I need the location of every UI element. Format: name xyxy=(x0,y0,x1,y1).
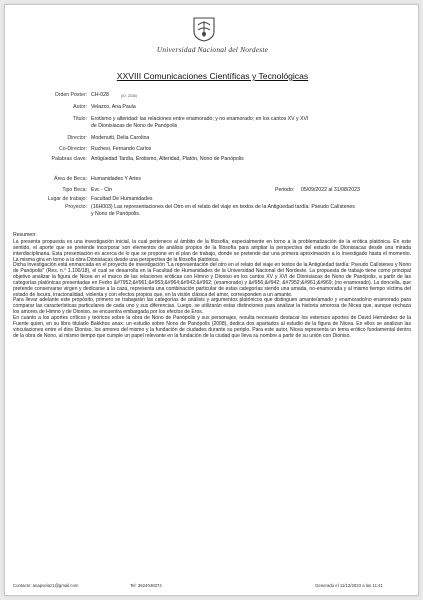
footer-contacto: Contacto: anapvelaz1@gmail.com xyxy=(13,583,79,588)
document-title: XXVIII Comunicaciones Científicas y Tecnológicas xyxy=(116,71,309,81)
label-proyecto: Proyecto: xyxy=(65,204,87,210)
value-director: Modenutti, Delia Carolina xyxy=(91,135,150,141)
value-autor: Velazco, Ana Paula xyxy=(91,104,136,110)
resumen-paragraph: En cuanto a los aportes críticos y teóricos sobre la obra de Nono de Panópolis y sus personajes, resulta necesario destacar los extensos aportes de David Hernández de la Fuente quien, en su libro titulado Bakkhos anax: un estudio sobre Nono de Panópolis (2008), dedica dos apartados al estudio de la figura de Nicea. En ellos se analizan las vinculaciones entre el dios Dioniso, los amores del mismo y la fundación de ciudades durante su periplo. Para este autor, Nicea representa un tema erótico fundamental dentro de la obra de Nono, al mismo tiempo que cumple un papel relevante en la fundación de la ciudad que lleva su nombre a partir de su unión con Dioniso. xyxy=(13,314,411,339)
footer-generado: Generado el 11/12/2023 a las 11:41 xyxy=(315,583,383,588)
label-tipo-beca: Tipo Beca: xyxy=(62,187,87,193)
label-periodo: Periodo: xyxy=(275,187,295,193)
resumen-paragraph: Dicha investigación está enmarcada en el proyecto de investigación "La representación del otro en el relato del viaje en textos de la Antigüedad tardía: Pseudo Calístenes y Nono de Panópolis" (Res. n.° 1.100/18), el cual se desarrolla en la Facultad de Humanidades de la Universidad Nacional del Nordeste. La propuesta de trabajo tiene como principal objetivo analizar la figura de Nicea en el marco de las relaciones eróticas con Himno y Dioniso en los cantos XV y XVI de Dionisiacas de Nono de Panópolis, a partir de las categorías platónicas presentadas en Fedro &#7952;&#961;&#953;&#964;&#942;&#962; (enamorado) y &#956;&#942; &#7952;&#961;&#969; (no enamorado). La doncella, que pretende conservarse virgen y dedicarse a la caza, representa una combinación particular de estas categorías siendo una amada, no-enamorada y al mismo tiempo víctima del estado de locura, irracionalidad, violenta y con efectos propios que, en la visión clásica del amor, corresponden a un amante. xyxy=(13,262,411,298)
label-director: Director: xyxy=(67,135,87,141)
value-lugar-trabajo: Facultad De Humanidades xyxy=(91,196,153,202)
value-titulo-line2: de Dionisiacas de Nono de Panópolis xyxy=(91,123,178,129)
value-area-beca: Humanidades Y Artes xyxy=(91,176,141,182)
resumen-paragraph: La presenta propuesta es una investigación inicial, la cual pertenece al ámbito de la filosofía, especialmente en torno a la problematización de la erótica platónica. En este sentido, el aporte que se pretende incorporar son elementos de análisis propios de la filosofía para ampliar la perspectiva del estudio de Dionisiacas desde una mirada interdisciplinaria. Esta presentación es acerca de lo que se propone en el plan de trabajo, donde se pretende dar una primera aproximación a lo investigado hasta el momento. La misma gira en torno a la obra Dionisiacas desde una perspectiva de la filosofía platónica. xyxy=(13,239,411,263)
footer-telefono: Tel: 3624048374 xyxy=(130,583,162,588)
value-periodo: 05/09/2022 al 31/08/2023 xyxy=(301,187,360,193)
metadata-block xyxy=(5,92,420,232)
value-titulo: Erotismo y alteridad: las relaciones entre enamorado; y no enamorado; en los cantos XV y XVI xyxy=(91,116,309,122)
university-logo-icon xyxy=(191,16,217,42)
university-name: Universidad Nacional del Nordeste xyxy=(156,45,269,54)
value-palabras-clave: Antigüedad Tardía, Erotismo, Alteridad, Platón, Nono de Panópolis xyxy=(91,156,244,162)
label-co-director: Co-Director: xyxy=(59,146,87,152)
label-lugar-trabajo: Lugar de trabajo: xyxy=(47,196,87,202)
resumen-paragraph: Para llevar adelante este propósito, primero se trabajarán las categorías de análisis y argumentos platónicos que distinguen amante/amado y enamorado/no enamorado para comparar las características particulares de cada uno y sus diferencias. Luego, se utilizarán estas distinciones para analizar la historia amorosa de Nicea que, aunque rechaza los amores de Himno y de Dioniso, se encuentra embargada por los efectos de Eros. xyxy=(13,297,411,316)
value-orden-poster: CH-028 xyxy=(91,92,109,98)
value-proyecto: (16H003) Las representaciones del Otro en el relato del viaje en textos de la Antigüedad tardía: Pseudo Calístenes xyxy=(91,204,355,210)
label-area-beca: Área de Beca: xyxy=(54,176,87,182)
value-co-director: Ruchesi, Fernando Carlos xyxy=(91,146,152,152)
value-proyecto-line2: y Nono de Panópolis. xyxy=(91,211,141,217)
label-orden-poster: Orden Poster: xyxy=(54,92,87,98)
label-autor: Autor: xyxy=(73,104,87,110)
label-titulo: Título: xyxy=(72,116,87,122)
label-palabras-clave: Palabras clave: xyxy=(51,156,87,162)
document-page xyxy=(4,4,419,596)
resumen-body xyxy=(13,240,411,339)
resumen-label: Resumen: xyxy=(13,232,37,238)
value-poster-id: (ID: 2336) xyxy=(121,94,137,98)
value-tipo-beca: Evc - Cin xyxy=(91,187,113,193)
